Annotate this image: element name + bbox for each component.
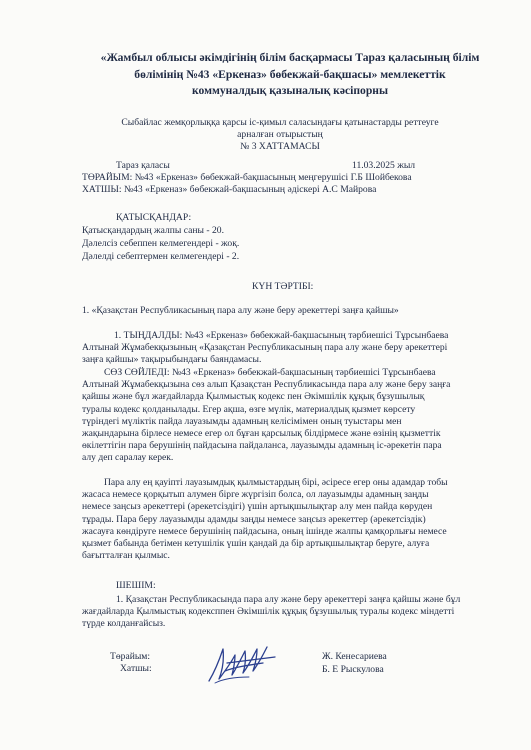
org-line-1: «Жамбыл облысы әкімдігінің білім басқармасы Тараз қаласының білім xyxy=(100,51,480,64)
paragraph-line: жасауға көндіруге немесе берушінің пайдасына, оның ішінде жалпы қамқорлығы немесе xyxy=(82,525,447,537)
spoke-line: жақындарына бірлесе немесе егер ол бұған қарсылық білдірмесе және өзінің қызметтік xyxy=(82,428,441,440)
subtitle-line-1: Сыбайлас жемқорлыққа қарсы іс-қимыл саласындағы қатынастарды реттеуге xyxy=(121,117,439,128)
paragraph-line: тұрады. Пара беру лауазымды адамды заңды немесе заңсыз әрекеттер (әрекетсіздік) xyxy=(82,513,426,525)
chair-signature-label: Төрайым: xyxy=(110,651,151,662)
spoke-line: түріндегі мүліктік пайда лауазымды адамның келісімімен оның туыстары мен xyxy=(82,415,402,427)
chair-name: Ж. Кенесариева xyxy=(322,651,387,662)
secretary-name: Б. Е Рыскулова xyxy=(322,664,384,675)
decision-line: түрде колданғайсыз. xyxy=(82,618,166,630)
agenda-heading: КҮН ТӘРТІБІ: xyxy=(252,281,314,292)
spoke-line: алу деп саралау керек. xyxy=(82,452,174,464)
decision-heading: ШЕШІМ: xyxy=(116,580,156,591)
decision-section xyxy=(82,594,460,631)
paragraph-line: бағытталған қылмыс. xyxy=(82,550,170,562)
paragraph-line: немесе заңсыз әрекеттері (әрекетсіздігі) үшін артықшылықтар алу мен пайда көруден xyxy=(82,501,433,513)
chairperson-line: ТӨРАЙЫМ: №43 «Еркеназ» бөбекжай-бақшасының меңгерушісі Г.Б Шойбекова xyxy=(82,172,412,183)
secretary-line: ХАТШЫ: №43 «Еркеназ» бөбекжай-бақшасының әдіскері А.С Майрова xyxy=(82,184,377,195)
paragraph-line: жасаса немесе қорқытып алумен бірге жүргізіп болса, ол лауазымды адамның заңды xyxy=(82,489,429,501)
organization-title xyxy=(70,50,510,100)
decision-line: жағдайларда Қылмыстық кодексппен Әкімшілік құқық бұзушылық туралы кодекс міндетті xyxy=(82,606,455,618)
decision-line: 1. Қазақстан Республикасында пара алу және беру әрекеттері заңға қайшы және бұл xyxy=(116,594,461,605)
secretary-signature-label: Хатшы: xyxy=(120,663,152,674)
spoke-line: Алтынай Жұмабекқызына сөз алып Қазақстан Республикасында пара алу және беру заңға xyxy=(82,379,451,391)
paragraph-bribery xyxy=(82,477,448,562)
paragraph-line: Пара алу ең қауіпті лауазымдық қылмыстардың бірі, әсіресе егер оны адамдар тобы xyxy=(104,477,448,488)
agenda-item: 1. «Қазақстан Республикасының пара алу және беру әрекеттері заңға қайшы» xyxy=(82,305,399,316)
spoke-line: қайшы және бұл жағдайларда Қылмыстық кодекс пен Әкімшілік құқық бұзушылық xyxy=(82,391,425,403)
meeting-subtitle xyxy=(100,117,460,153)
spoke-line: СӨЗ СӨЙЛЕДІ: №43 «Еркеназ» бөбекжай-бақшасының тәрбиешісі Тұрсынбаева xyxy=(104,367,436,378)
participants-absent-excused: Дәлелді себептермен келмегендері - 2. xyxy=(82,251,240,262)
city: Тараз қаласы xyxy=(116,160,170,171)
date: 11.03.2025 жыл xyxy=(352,160,416,171)
listened-line: заңға қайшы» тақырыбындағы баяндамасы. xyxy=(82,354,262,366)
participants-heading: ҚАТЫСҚАНДАР: xyxy=(116,212,192,223)
participants-absent-unexcused: Дәлелсіз себеппен келмегендері - жоқ. xyxy=(82,238,240,249)
spoke-line: туралы кодекс қолданылады. Егер ақша, өзге мүлік, материалдық қызмет көрсету xyxy=(82,403,416,415)
protocol-number: № 3 ХАТТАМАСЫ xyxy=(240,141,320,152)
paragraph-line: қызмет бабында бетімен кетушілік үшін қандай да бір артықшылықтар беруге, алуға xyxy=(82,538,430,550)
handwritten-signature xyxy=(205,641,285,687)
org-line-3: коммуналдық қазыналық кәсіпорны xyxy=(191,84,389,97)
org-line-2: бөлімінің №43 «Еркеназ» бөбекжай-бақшасы» мемлекеттік xyxy=(134,67,446,81)
listened-section xyxy=(82,330,448,367)
participants-total: Қатысқандардың жалпы саны - 20. xyxy=(82,225,224,236)
listened-line: 1. ТЫҢДАЛДЫ: №43 «Еркеназ» бөбекжай-бақшасының тәрбиешісі Тұрсынбаева xyxy=(114,330,449,341)
spoke-section xyxy=(82,367,450,465)
listened-line: Алтынай Жұмабекқызының «Қазақстан Республикасының пара алу және беру әрекеттері xyxy=(82,342,448,354)
spoke-line: өкілеттігін пара берушінің пайдасына пайдаланса, лауазымды адамның іс-әрекетін пара xyxy=(82,440,442,452)
subtitle-line-2: арналған отырыстың xyxy=(237,129,323,140)
